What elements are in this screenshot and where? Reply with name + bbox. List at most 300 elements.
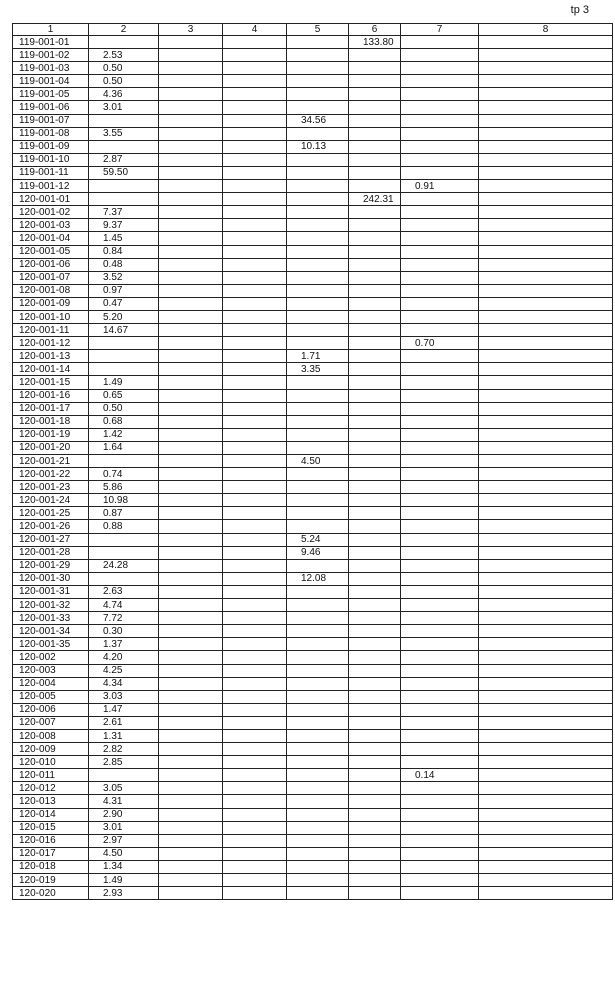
value-cell (287, 795, 349, 808)
table-row (13, 219, 613, 232)
row-code-cell: 120-014 (13, 808, 89, 821)
value-cell (89, 114, 159, 127)
value-cell (159, 232, 223, 245)
value-cell (287, 756, 349, 769)
value-cell (223, 271, 287, 284)
table-row (13, 441, 613, 454)
value-cell (223, 612, 287, 625)
value-cell (287, 166, 349, 179)
table-row (13, 716, 613, 729)
value-cell (223, 350, 287, 363)
value-cell (401, 847, 479, 860)
value-cell: 3.03 (89, 690, 159, 703)
value-cell (223, 153, 287, 166)
value-cell (159, 572, 223, 585)
table-row (13, 677, 613, 690)
value-cell: 1.42 (89, 428, 159, 441)
row-code-cell: 120-001-08 (13, 284, 89, 297)
value-cell (223, 533, 287, 546)
table-row (13, 795, 613, 808)
row-code-cell: 120-001-02 (13, 206, 89, 219)
value-cell (287, 232, 349, 245)
value-cell (287, 677, 349, 690)
row-code-cell: 119-001-05 (13, 88, 89, 101)
value-cell (479, 62, 613, 75)
value-cell (223, 546, 287, 559)
value-cell (479, 415, 613, 428)
value-cell (223, 690, 287, 703)
column-header: 2 (89, 24, 159, 36)
value-cell (479, 638, 613, 651)
value-cell (89, 350, 159, 363)
value-cell (349, 363, 401, 376)
value-cell (349, 743, 401, 756)
row-code-cell: 120-001-18 (13, 415, 89, 428)
value-cell (223, 716, 287, 729)
value-cell (223, 258, 287, 271)
value-cell (287, 415, 349, 428)
value-cell (401, 612, 479, 625)
value-cell (89, 572, 159, 585)
table-row (13, 690, 613, 703)
table-row (13, 389, 613, 402)
row-code-cell: 120-008 (13, 729, 89, 742)
value-cell (349, 310, 401, 323)
value-cell (479, 140, 613, 153)
row-code-cell: 120-001-06 (13, 258, 89, 271)
value-cell (159, 219, 223, 232)
column-header: 8 (479, 24, 613, 36)
value-cell (479, 127, 613, 140)
value-cell: 0.65 (89, 389, 159, 402)
value-cell (479, 612, 613, 625)
value-cell (159, 166, 223, 179)
value-cell (287, 716, 349, 729)
value-cell: 0.70 (401, 337, 479, 350)
value-cell (479, 887, 613, 900)
value-cell (89, 533, 159, 546)
column-header: 4 (223, 24, 287, 36)
value-cell (159, 507, 223, 520)
value-cell (349, 874, 401, 887)
value-cell (287, 494, 349, 507)
value-cell (479, 782, 613, 795)
row-code-cell: 119-001-08 (13, 127, 89, 140)
value-cell (401, 677, 479, 690)
value-cell (479, 402, 613, 415)
row-code-cell: 119-001-02 (13, 49, 89, 62)
value-cell (159, 441, 223, 454)
value-cell (287, 62, 349, 75)
value-cell (479, 703, 613, 716)
value-cell (223, 363, 287, 376)
value-cell (401, 585, 479, 598)
value-cell (223, 88, 287, 101)
value-cell (159, 415, 223, 428)
value-cell (401, 219, 479, 232)
value-cell: 0.47 (89, 297, 159, 310)
value-cell (479, 219, 613, 232)
value-cell (349, 795, 401, 808)
value-cell (287, 664, 349, 677)
value-cell (159, 284, 223, 297)
value-cell (401, 75, 479, 88)
value-cell (401, 795, 479, 808)
value-cell (223, 114, 287, 127)
row-code-cell: 120-017 (13, 847, 89, 860)
value-cell: 0.68 (89, 415, 159, 428)
value-cell (223, 625, 287, 638)
value-cell (479, 651, 613, 664)
value-cell: 24.28 (89, 559, 159, 572)
value-cell (159, 834, 223, 847)
value-cell (287, 651, 349, 664)
row-code-cell: 120-001-09 (13, 297, 89, 310)
row-code-cell: 120-001-17 (13, 402, 89, 415)
value-cell (479, 572, 613, 585)
value-cell (159, 337, 223, 350)
table-row (13, 245, 613, 258)
value-cell (287, 612, 349, 625)
value-cell: 59.50 (89, 166, 159, 179)
row-code-cell: 120-001-19 (13, 428, 89, 441)
value-cell (287, 599, 349, 612)
value-cell (287, 743, 349, 756)
value-cell (89, 193, 159, 206)
table-row (13, 821, 613, 834)
value-cell (159, 664, 223, 677)
value-cell (159, 363, 223, 376)
value-cell (401, 232, 479, 245)
row-code-cell: 120-004 (13, 677, 89, 690)
value-cell (223, 468, 287, 481)
value-cell (479, 193, 613, 206)
value-cell (89, 337, 159, 350)
value-cell (349, 821, 401, 834)
value-cell (159, 468, 223, 481)
value-cell (159, 350, 223, 363)
value-cell (223, 808, 287, 821)
value-cell: 34.56 (287, 114, 349, 127)
value-cell (479, 847, 613, 860)
value-cell (401, 363, 479, 376)
value-cell (349, 402, 401, 415)
value-cell (159, 127, 223, 140)
value-cell (223, 219, 287, 232)
value-cell (159, 114, 223, 127)
value-cell (287, 101, 349, 114)
value-cell (401, 743, 479, 756)
row-code-cell: 119-001-12 (13, 180, 89, 193)
value-cell (349, 219, 401, 232)
value-cell (349, 520, 401, 533)
value-cell (479, 481, 613, 494)
row-code-cell: 120-007 (13, 716, 89, 729)
table-row (13, 887, 613, 900)
value-cell (223, 769, 287, 782)
table-row (13, 415, 613, 428)
value-cell (159, 677, 223, 690)
row-code-cell: 120-001-11 (13, 324, 89, 337)
value-cell: 1.49 (89, 874, 159, 887)
value-cell: 0.50 (89, 75, 159, 88)
value-cell: 2.87 (89, 153, 159, 166)
table-row (13, 874, 613, 887)
row-code-cell: 120-020 (13, 887, 89, 900)
value-cell (287, 481, 349, 494)
value-cell (349, 75, 401, 88)
value-cell (223, 572, 287, 585)
value-cell (479, 297, 613, 310)
value-cell (479, 232, 613, 245)
value-cell (479, 153, 613, 166)
value-cell: 0.48 (89, 258, 159, 271)
row-code-cell: 120-001-15 (13, 376, 89, 389)
value-cell (479, 206, 613, 219)
value-cell: 7.72 (89, 612, 159, 625)
value-cell (287, 468, 349, 481)
table-row (13, 520, 613, 533)
row-code-cell: 120-001-30 (13, 572, 89, 585)
value-cell (159, 389, 223, 402)
value-cell (479, 428, 613, 441)
value-cell (223, 127, 287, 140)
value-cell (479, 88, 613, 101)
value-cell (479, 337, 613, 350)
value-cell (401, 494, 479, 507)
value-cell (159, 795, 223, 808)
value-cell (401, 625, 479, 638)
value-cell (223, 324, 287, 337)
value-cell (287, 847, 349, 860)
value-cell (401, 468, 479, 481)
value-cell (401, 324, 479, 337)
value-cell (159, 258, 223, 271)
table-row (13, 258, 613, 271)
value-cell (349, 415, 401, 428)
value-cell (159, 559, 223, 572)
value-cell (287, 337, 349, 350)
value-cell (349, 245, 401, 258)
value-cell (479, 690, 613, 703)
value-cell (479, 664, 613, 677)
table-row (13, 363, 613, 376)
value-cell: 3.35 (287, 363, 349, 376)
value-cell (401, 860, 479, 873)
value-cell (287, 507, 349, 520)
column-header: 1 (13, 24, 89, 36)
value-cell (349, 860, 401, 873)
value-cell (401, 415, 479, 428)
row-code-cell: 120-009 (13, 743, 89, 756)
value-cell (223, 887, 287, 900)
row-code-cell: 119-001-07 (13, 114, 89, 127)
value-cell (479, 834, 613, 847)
table-row (13, 206, 613, 219)
value-cell: 2.90 (89, 808, 159, 821)
value-cell (159, 49, 223, 62)
value-cell (223, 376, 287, 389)
value-cell (287, 153, 349, 166)
value-cell (223, 415, 287, 428)
value-cell (287, 559, 349, 572)
value-cell (349, 441, 401, 454)
value-cell (223, 729, 287, 742)
table-row (13, 612, 613, 625)
row-code-cell: 120-001-14 (13, 363, 89, 376)
table-row (13, 428, 613, 441)
value-cell: 2.93 (89, 887, 159, 900)
value-cell (287, 874, 349, 887)
value-cell (401, 140, 479, 153)
value-cell (159, 310, 223, 323)
value-cell: 0.30 (89, 625, 159, 638)
value-cell (479, 821, 613, 834)
row-code-cell: 120-001-31 (13, 585, 89, 598)
table-row (13, 703, 613, 716)
value-cell (159, 193, 223, 206)
row-code-cell: 120-012 (13, 782, 89, 795)
value-cell: 14.67 (89, 324, 159, 337)
table-row (13, 324, 613, 337)
value-cell (159, 782, 223, 795)
value-cell (479, 756, 613, 769)
value-cell (223, 455, 287, 468)
value-cell (349, 651, 401, 664)
row-code-cell: 120-001-16 (13, 389, 89, 402)
value-cell (159, 651, 223, 664)
value-cell (287, 703, 349, 716)
value-cell: 2.85 (89, 756, 159, 769)
value-cell (159, 533, 223, 546)
value-cell: 0.91 (401, 180, 479, 193)
value-cell (223, 821, 287, 834)
value-cell (223, 101, 287, 114)
value-cell (349, 49, 401, 62)
value-cell (349, 88, 401, 101)
value-cell: 10.13 (287, 140, 349, 153)
value-cell (349, 585, 401, 598)
value-cell (479, 494, 613, 507)
value-cell: 4.50 (287, 455, 349, 468)
value-cell (159, 743, 223, 756)
value-cell (159, 180, 223, 193)
value-cell: 4.20 (89, 651, 159, 664)
value-cell: 4.25 (89, 664, 159, 677)
row-code-cell: 120-011 (13, 769, 89, 782)
value-cell (89, 546, 159, 559)
value-cell: 0.97 (89, 284, 159, 297)
value-cell (401, 376, 479, 389)
table-row (13, 36, 613, 49)
value-cell (401, 572, 479, 585)
value-cell (89, 769, 159, 782)
table-row (13, 860, 613, 873)
value-cell (349, 350, 401, 363)
value-cell (159, 625, 223, 638)
value-cell (479, 441, 613, 454)
value-cell: 0.74 (89, 468, 159, 481)
value-cell (401, 258, 479, 271)
row-code-cell: 120-001-01 (13, 193, 89, 206)
table-row (13, 808, 613, 821)
table-row (13, 585, 613, 598)
value-cell (479, 101, 613, 114)
value-cell (223, 245, 287, 258)
value-cell (287, 88, 349, 101)
value-cell (159, 546, 223, 559)
value-cell: 4.34 (89, 677, 159, 690)
value-cell (401, 599, 479, 612)
value-cell (349, 887, 401, 900)
value-cell (287, 441, 349, 454)
row-code-cell: 120-001-25 (13, 507, 89, 520)
value-cell (349, 572, 401, 585)
value-cell: 4.36 (89, 88, 159, 101)
value-cell: 133.80 (349, 36, 401, 49)
value-cell: 3.01 (89, 101, 159, 114)
value-cell (223, 389, 287, 402)
value-cell (401, 520, 479, 533)
value-cell (287, 75, 349, 88)
row-code-cell: 120-001-13 (13, 350, 89, 363)
value-cell (159, 821, 223, 834)
value-cell: 4.50 (89, 847, 159, 860)
value-cell (479, 546, 613, 559)
value-cell (89, 363, 159, 376)
header-row (13, 24, 613, 36)
row-code-cell: 120-001-33 (13, 612, 89, 625)
value-cell (159, 140, 223, 153)
value-cell (159, 690, 223, 703)
table-row (13, 507, 613, 520)
row-code-cell: 120-001-35 (13, 638, 89, 651)
value-cell (223, 49, 287, 62)
value-cell (349, 507, 401, 520)
row-code-cell: 119-001-01 (13, 36, 89, 49)
value-cell (349, 612, 401, 625)
value-cell (287, 769, 349, 782)
row-code-cell: 120-001-04 (13, 232, 89, 245)
value-cell (479, 559, 613, 572)
value-cell (401, 245, 479, 258)
value-cell: 1.47 (89, 703, 159, 716)
value-cell (223, 62, 287, 75)
row-code-cell: 120-001-22 (13, 468, 89, 481)
value-cell (89, 180, 159, 193)
row-code-cell: 120-001-20 (13, 441, 89, 454)
value-cell: 4.74 (89, 599, 159, 612)
value-cell (287, 520, 349, 533)
value-cell (223, 847, 287, 860)
value-cell (159, 101, 223, 114)
value-cell (401, 782, 479, 795)
value-cell (479, 36, 613, 49)
table-row (13, 494, 613, 507)
value-cell (401, 651, 479, 664)
value-cell (89, 455, 159, 468)
value-cell (479, 310, 613, 323)
value-cell (479, 363, 613, 376)
row-code-cell: 120-001-03 (13, 219, 89, 232)
value-cell: 7.37 (89, 206, 159, 219)
value-cell (401, 166, 479, 179)
value-cell (223, 559, 287, 572)
value-cell (159, 599, 223, 612)
table-row (13, 729, 613, 742)
row-code-cell: 120-001-34 (13, 625, 89, 638)
row-code-cell: 120-001-29 (13, 559, 89, 572)
